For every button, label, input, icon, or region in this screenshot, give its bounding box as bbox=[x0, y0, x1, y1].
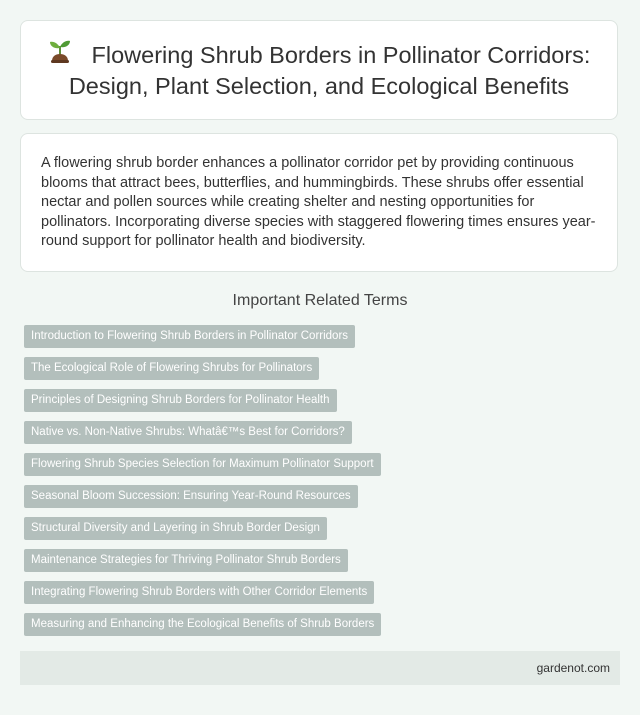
list-item bbox=[24, 421, 381, 444]
term-tag[interactable]: Integrating Flowering Shrub Borders with Other Corridor Elements bbox=[24, 581, 374, 604]
summary-text: A flowering shrub border enhances a pollinator corridor pet by providing continuous blooms that attract bees, butterflies, and hummingbirds. These shrubs offer essential nectar and pollen sources while creating shelter and nesting opportunities for pollinators. Incorporating diverse species with staggered flowering times ensures year-round support for pollinator health and biodiversity. bbox=[41, 155, 596, 249]
list-item bbox=[24, 581, 381, 604]
term-tag[interactable]: Measuring and Enhancing the Ecological Benefits of Shrub Borders bbox=[24, 613, 381, 636]
footer-site-link[interactable]: gardenot.com bbox=[536, 661, 610, 675]
term-tag[interactable]: The Ecological Role of Flowering Shrubs for Pollinators bbox=[24, 357, 319, 380]
term-tag[interactable]: Flowering Shrub Species Selection for Maximum Pollinator Support bbox=[24, 453, 381, 476]
page-title bbox=[37, 39, 601, 102]
term-tag[interactable]: Principles of Designing Shrub Borders for Pollinator Health bbox=[24, 389, 337, 412]
page-title-text: Flowering Shrub Borders in Pollinator Corridors: Design, Plant Selection, and Ecological Benefits bbox=[68, 41, 591, 99]
term-tag[interactable]: Structural Diversity and Layering in Shrub Border Design bbox=[24, 517, 327, 540]
list-item bbox=[24, 453, 381, 476]
list-item bbox=[24, 485, 381, 508]
list-item bbox=[24, 389, 381, 412]
term-tag[interactable]: Maintenance Strategies for Thriving Pollinator Shrub Borders bbox=[24, 549, 348, 572]
list-item bbox=[24, 549, 381, 572]
footer bbox=[20, 651, 620, 685]
list-item bbox=[24, 357, 381, 380]
term-tag[interactable]: Seasonal Bloom Succession: Ensuring Year-Round Resources bbox=[24, 485, 358, 508]
summary-card bbox=[20, 133, 618, 272]
list-item bbox=[24, 517, 381, 540]
list-item bbox=[24, 613, 381, 636]
related-terms-heading: Important Related Terms bbox=[232, 292, 408, 309]
term-tag[interactable]: Native vs. Non-Native Shrubs: Whatâ€™s Best for Corridors? bbox=[24, 421, 352, 444]
sprout-icon bbox=[48, 39, 72, 67]
related-terms-list bbox=[24, 325, 381, 645]
title-card bbox=[20, 20, 618, 120]
term-tag[interactable]: Introduction to Flowering Shrub Borders in Pollinator Corridors bbox=[24, 325, 355, 348]
list-item bbox=[24, 325, 381, 348]
